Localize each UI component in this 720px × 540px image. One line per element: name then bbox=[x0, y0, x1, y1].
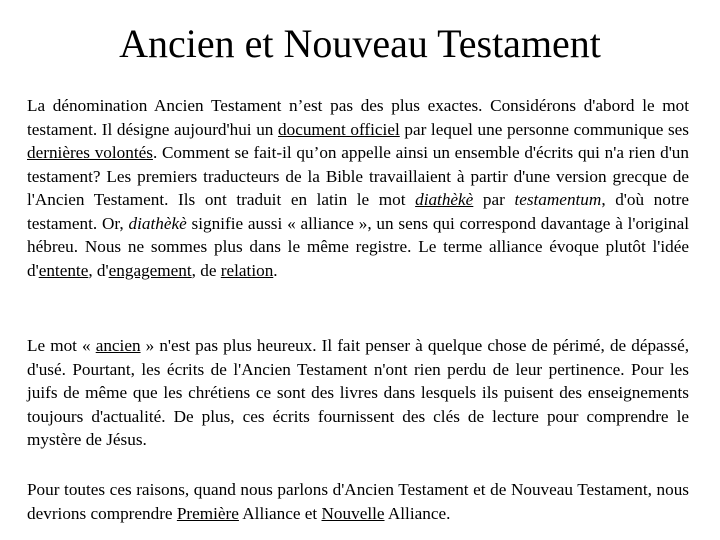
underlined-term: engagement bbox=[108, 260, 192, 280]
text-run: , d' bbox=[88, 260, 109, 280]
underlined-term: entente bbox=[38, 260, 89, 280]
underlined-term: dernières volontés bbox=[27, 143, 153, 162]
text-run: . Comment se fait-il qu’on appelle ainsi un ensemble d'écrits qui n'a rien d'un testament? Les premiers traducteurs de la Bible travaillaient à partir d'une version grecque de l'Ancien Testament. Ils ont traduit en latin le mot bbox=[27, 143, 689, 209]
paragraph-2 bbox=[27, 334, 689, 452]
text-run: La dénomination Ancien Testament n’est pas des plus exactes. Considérons d'abord le mot testament. Il désigne aujourd'hui un bbox=[27, 96, 689, 139]
paragraph-3 bbox=[27, 478, 689, 525]
text-run: Le mot « bbox=[27, 336, 96, 355]
underlined-term: Nouvelle bbox=[321, 503, 385, 523]
text-run: , de bbox=[191, 260, 221, 280]
underlined-term: Première bbox=[176, 503, 239, 523]
paragraph-1 bbox=[27, 94, 689, 282]
underlined-term: ancien bbox=[95, 336, 141, 355]
text-run: Alliance et bbox=[238, 503, 322, 523]
italic-underlined-term: diathèkè bbox=[415, 190, 474, 209]
text-run: » n'est pas plus heureux. Il fait penser à quelque chose de périmé, de dépassé, d'usé. Pourtant, les écrits de l'Ancien Testament n'ont rien perdu de leur pertinence. Pour les juifs de même que les chrétiens ce sont des livres dans lesquels ils puisent des enseignements toujours d'actualité. De plus, ces écrits fournissent des clés de lecture pour comprendre le mystère de Jésus. bbox=[27, 336, 689, 449]
underlined-term: document officiel bbox=[278, 119, 400, 139]
text-run: , d'où notre testament. Or, bbox=[27, 190, 689, 233]
page-title: Ancien et Nouveau Testament bbox=[119, 21, 601, 66]
italic-term: diathèkè bbox=[128, 213, 187, 233]
text-run: Pour toutes ces raisons, quand nous parlons d'Ancien Testament et de Nouveau Testament, nous devrions comprendre bbox=[27, 480, 689, 523]
text-run: signifie aussi « alliance », un sens qui correspond davantage à l'original hébreu. Nous ne sommes plus dans le même registre. Le terme alliance évoque plutôt l'idée d' bbox=[27, 213, 689, 280]
text-run: par lequel une personne communique ses bbox=[399, 119, 689, 139]
text-run: par bbox=[473, 190, 515, 209]
text-run: Alliance. bbox=[384, 503, 451, 523]
underlined-term: relation bbox=[220, 260, 274, 280]
text-run: . bbox=[273, 260, 278, 280]
italic-term: testamentum bbox=[514, 190, 602, 209]
